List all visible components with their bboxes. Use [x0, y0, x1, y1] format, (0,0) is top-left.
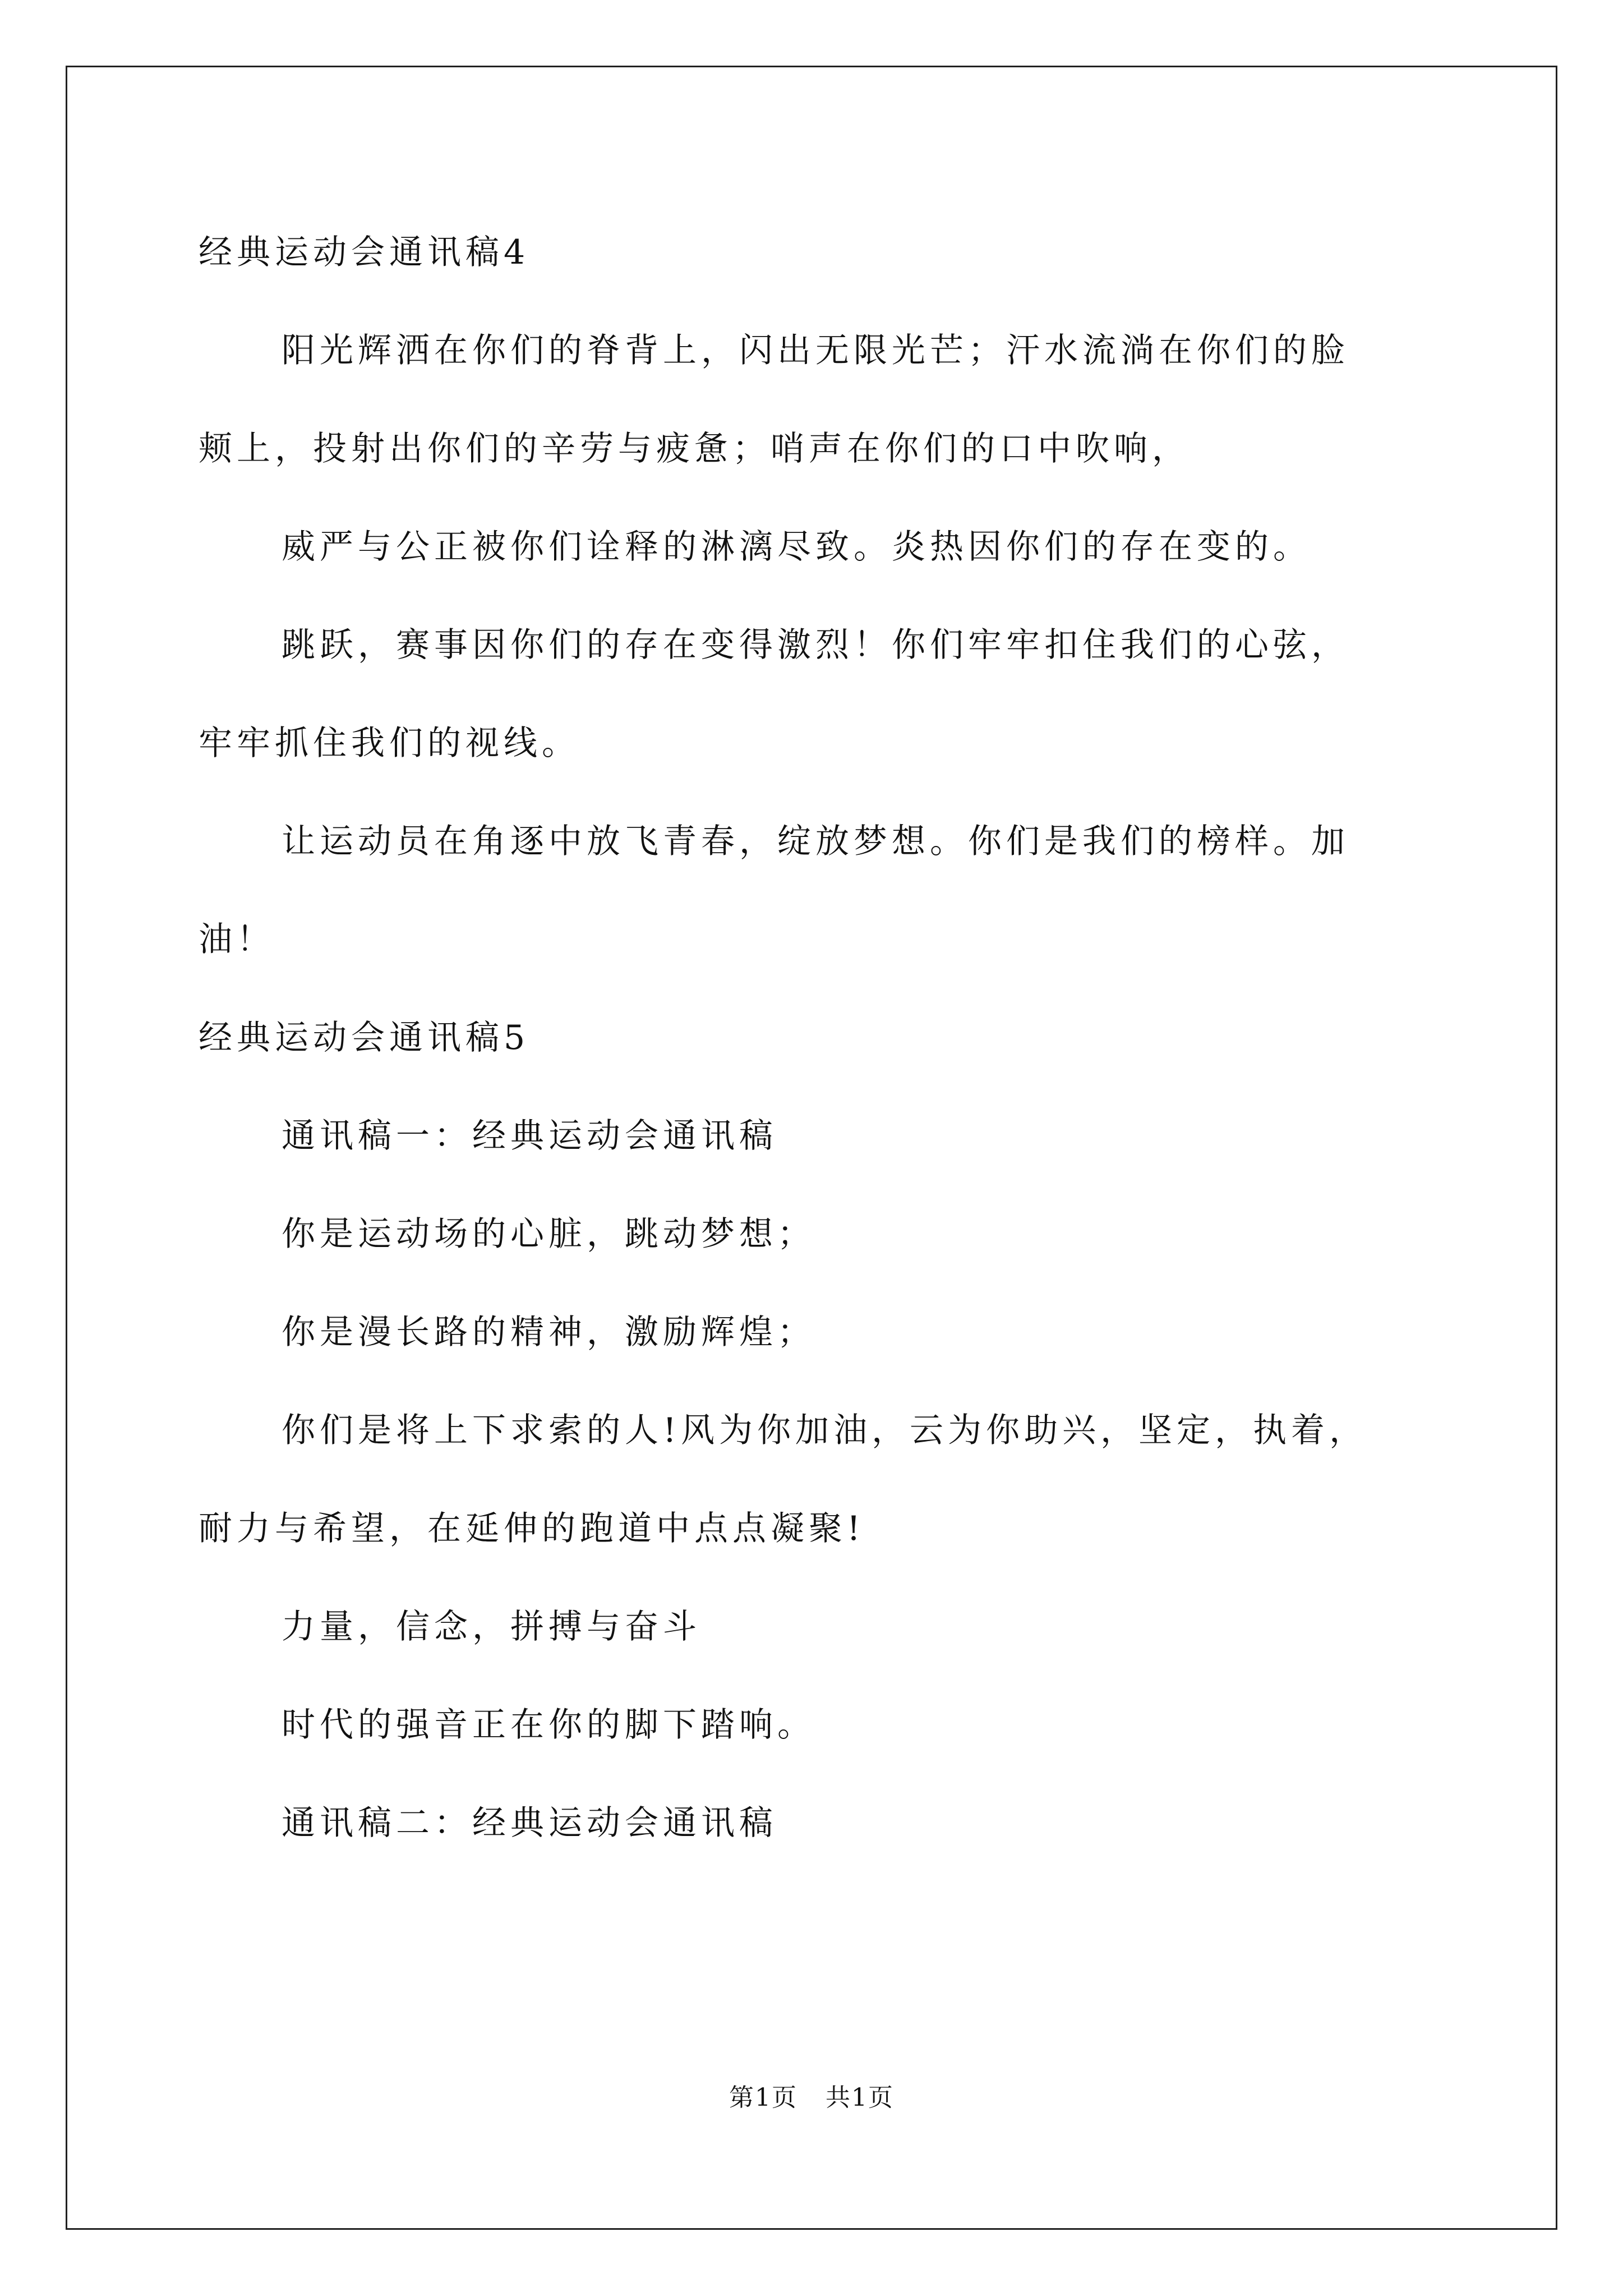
paragraph-line: 威严与公正被你们诠释的淋漓尽致。炎热因你们的存在变的。 — [282, 527, 1311, 567]
page-footer — [0, 2083, 1623, 2112]
section-heading: 经典运动会通讯稿4 — [199, 233, 530, 272]
paragraph-line: 力量，信念，拼搏与奋斗 — [282, 1607, 701, 1646]
page-number: 第1页 — [729, 2083, 797, 2112]
paragraph-line: 时代的强音正在你的脚下踏响。 — [282, 1705, 815, 1745]
paragraph-line: 你们是将上下求索的人!风为你加油，云为你助兴，坚定，执着， — [282, 1411, 1368, 1450]
paragraph-line: 让运动员在角逐中放飞青春，绽放梦想。你们是我们的榜样。加 — [282, 822, 1349, 861]
page-total: 共1页 — [826, 2083, 894, 2112]
paragraph-line: 通讯稿一：经典运动会通讯稿 — [282, 1116, 777, 1156]
paragraph-line: 牢牢抓住我们的视线。 — [199, 724, 580, 763]
paragraph-line: 你是运动场的心脏，跳动梦想； — [282, 1214, 815, 1254]
paragraph-line: 通讯稿二：经典运动会通讯稿 — [282, 1803, 777, 1843]
paragraph-line: 跳跃，赛事因你们的存在变得激烈！你们牢牢扣住我们的心弦， — [282, 625, 1349, 665]
section-heading: 经典运动会通讯稿5 — [199, 1018, 530, 1057]
paragraph-line: 你是漫长路的精神，激励辉煌； — [282, 1313, 815, 1352]
paragraph-line: 颊上，投射出你们的辛劳与疲惫；哨声在你们的口中吹响， — [199, 429, 1190, 468]
paragraph-line: 耐力与希望，在延伸的跑道中点点凝聚! — [199, 1509, 865, 1548]
paragraph-line: 油！ — [199, 920, 275, 959]
paragraph-line: 阳光辉洒在你们的脊背上，闪出无限光芒；汗水流淌在你们的脸 — [282, 331, 1349, 370]
